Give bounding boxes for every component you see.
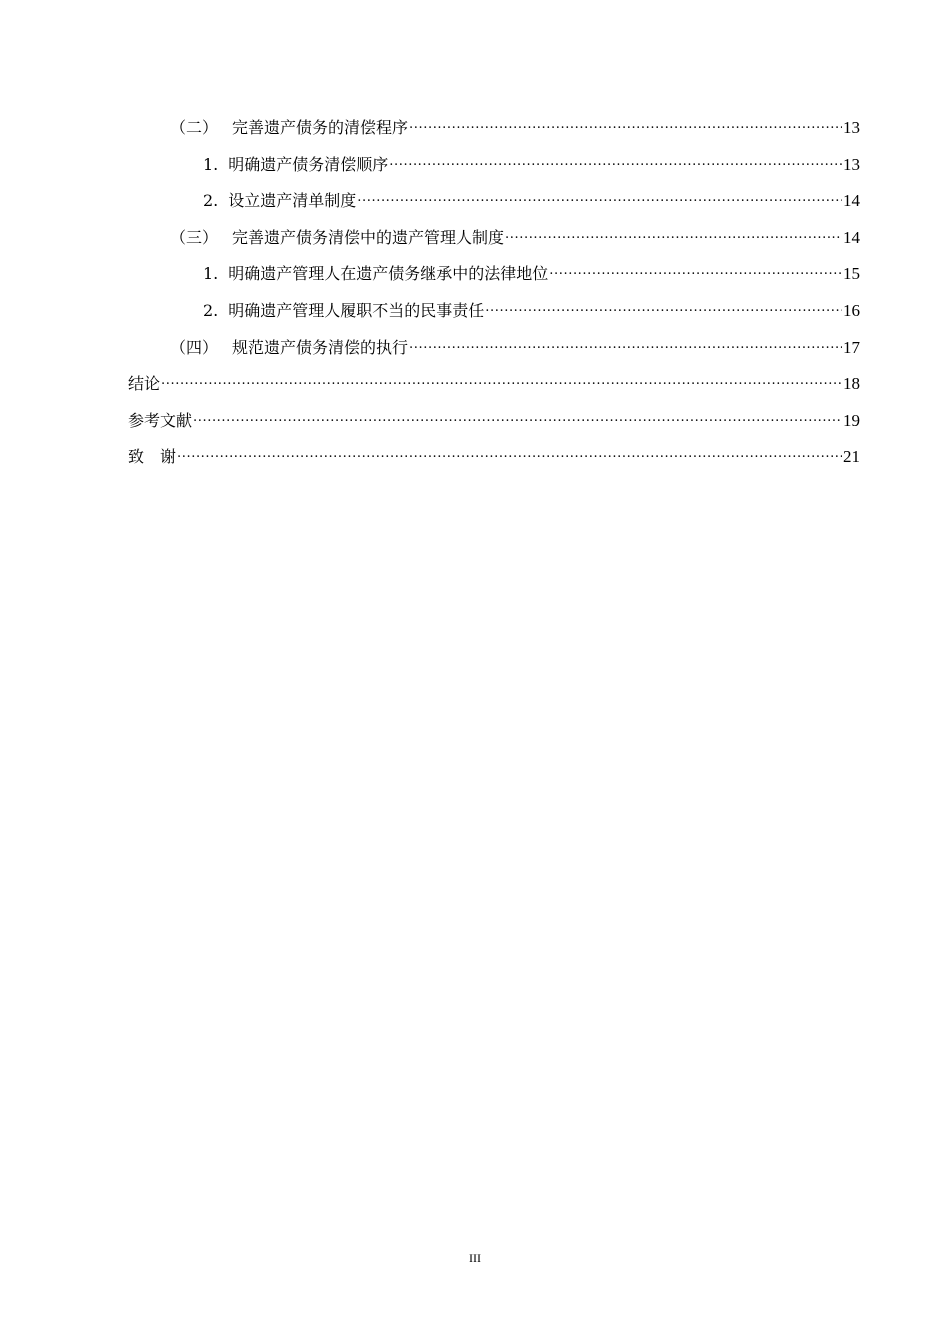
toc-entry-prefix: （二）	[170, 118, 219, 137]
toc-entry-title: 明确遗产债务清偿顺序	[228, 154, 389, 174]
toc-entry-title: 参考文献	[128, 410, 193, 430]
toc-entry-prefix: 2.	[203, 191, 219, 211]
toc-dot-leader	[485, 302, 842, 316]
toc-dot-leader	[389, 156, 842, 170]
toc-entry[interactable]	[128, 189, 860, 226]
toc-entry-page: 13	[843, 118, 860, 137]
toc-dot-leader	[409, 339, 842, 353]
toc-dot-leader	[161, 375, 842, 389]
toc-dot-leader	[549, 265, 842, 279]
toc-entry-page: 18	[843, 374, 860, 394]
page-number: III	[469, 1251, 481, 1265]
toc-dot-leader	[505, 229, 842, 243]
toc-entry[interactable]	[128, 262, 860, 299]
toc-entry-title: 完善遗产债务清偿中的遗产管理人制度	[232, 227, 505, 247]
toc-entry[interactable]	[128, 299, 860, 336]
toc-entry-title: 致 谢	[128, 447, 177, 467]
toc-entry-title: 明确遗产管理人在遗产债务继承中的法律地位	[228, 264, 549, 284]
toc-entry-title: 规范遗产债务清偿的执行	[232, 337, 409, 357]
toc-entry-page: 15	[843, 264, 860, 284]
toc-entry-page: 19	[843, 410, 860, 430]
toc-entry-page: 14	[843, 191, 860, 211]
toc-dot-leader	[357, 192, 842, 206]
toc-entry-title: 明确遗产管理人履职不当的民事责任	[228, 300, 485, 320]
toc-entry-title: 设立遗产清单制度	[228, 191, 357, 211]
toc-entry-prefix: （四）	[170, 337, 219, 357]
toc-entry-prefix: 2.	[203, 300, 219, 320]
toc-entry-page: 14	[843, 227, 860, 247]
toc-entry-page: 21	[843, 447, 860, 467]
toc-entry[interactable]	[128, 153, 860, 190]
toc-entry-prefix: （三）	[170, 227, 219, 247]
toc-entry-page: 17	[843, 337, 860, 357]
toc-entry-title: 完善遗产债务的清偿程序	[232, 118, 409, 137]
toc-entry-references[interactable]	[128, 409, 860, 446]
toc-dot-leader	[177, 448, 842, 462]
toc-entry-prefix: 1.	[203, 264, 219, 284]
toc-entry-prefix: 1.	[203, 154, 219, 174]
toc-entry-title: 结论	[128, 374, 161, 394]
toc-entry[interactable]	[128, 336, 860, 373]
toc-entry[interactable]	[128, 116, 860, 153]
toc-entry-acknowledgements[interactable]	[128, 445, 860, 482]
toc-dot-leader	[193, 412, 842, 426]
table-of-contents	[128, 116, 860, 482]
toc-entry-page: 13	[843, 154, 860, 174]
toc-entry-conclusion[interactable]	[128, 372, 860, 409]
toc-entry-page: 16	[843, 300, 860, 320]
toc-entry[interactable]	[128, 226, 860, 263]
toc-dot-leader	[409, 119, 842, 133]
